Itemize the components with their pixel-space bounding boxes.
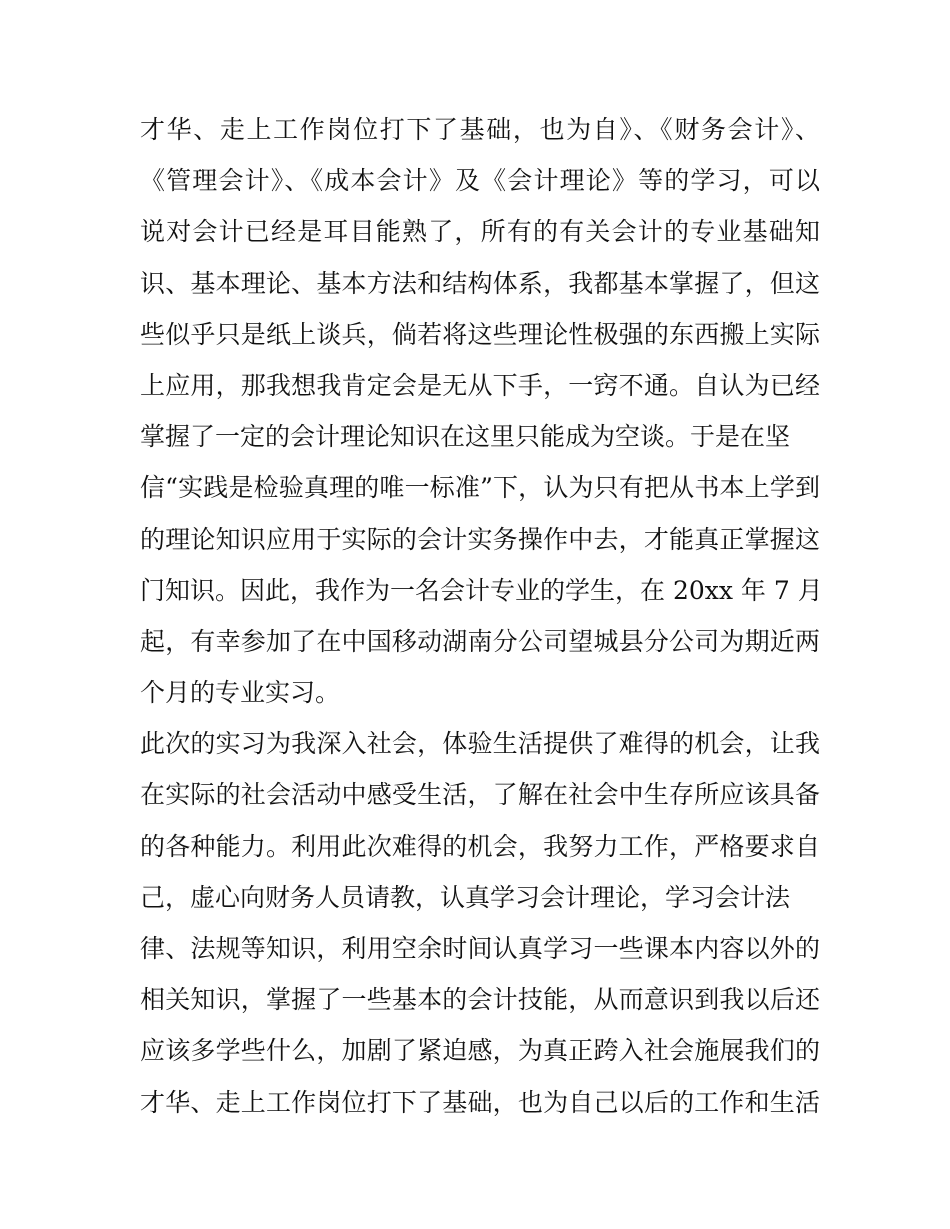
- text-line: 说对会计已经是耳目能熟了，所有的有关会计的专业基础知: [140, 217, 820, 247]
- text-line: 在实际的社会活动中感受生活，了解在社会中生存所应该具备: [140, 780, 820, 810]
- text-line: 应该多学些什么，加剧了紧迫感，为真正跨入社会施展我们的: [140, 1036, 820, 1066]
- text-line: 些似乎只是纸上谈兵，倘若将这些理论性极强的东西搬上实际: [140, 319, 820, 349]
- text-line: 门知识。因此，我作为一名会计专业的学生，在 20xx 年 7 月: [140, 575, 823, 605]
- text-line: 己，虚心向财务人员请教，认真学习会计理论，学习会计法: [140, 882, 791, 912]
- text-line: 识、基本理论、基本方法和结构体系，我都基本掌握了，但这: [140, 268, 820, 298]
- text-line: 上应用，那我想我肯定会是无从下手，一窍不通。自认为已经: [140, 370, 820, 400]
- text-line: 起，有幸参加了在中国移动湖南分公司望城县分公司为期近两: [140, 626, 820, 656]
- text-line: 才华、走上工作岗位打下了基础，也为自己以后的工作和生活: [140, 1087, 820, 1117]
- text-line: 才华、走上工作岗位打下了基础，也为自》、《财务会计》、: [140, 115, 820, 144]
- text-line: 的各种能力。利用此次难得的机会，我努力工作，严格要求自: [140, 831, 820, 861]
- body-text: [140, 104, 823, 1128]
- text-line: 《管理会计》、《成本会计》及《会计理论》等的学习，可以: [140, 166, 820, 196]
- text-line: 律、法规等知识，利用空余时间认真学习一些课本内容以外的: [140, 934, 820, 963]
- paragraph-end-line: 个月的专业实习。: [140, 678, 341, 708]
- text-line: 的理论知识应用于实际的会计实务操作中去，才能真正掌握这: [140, 524, 820, 554]
- text-line: 相关知识，掌握了一些基本的会计技能，从而意识到我以后还: [140, 985, 820, 1015]
- text-line: 信“实践是检验真理的唯一标准”下，认为只有把从书本上学到: [140, 473, 820, 503]
- text-line: 此次的实习为我深入社会，体验生活提供了难得的机会，让我: [140, 729, 820, 759]
- text-line: 掌握了一定的会计理论知识在这里只能成为空谈。于是在坚: [140, 422, 791, 452]
